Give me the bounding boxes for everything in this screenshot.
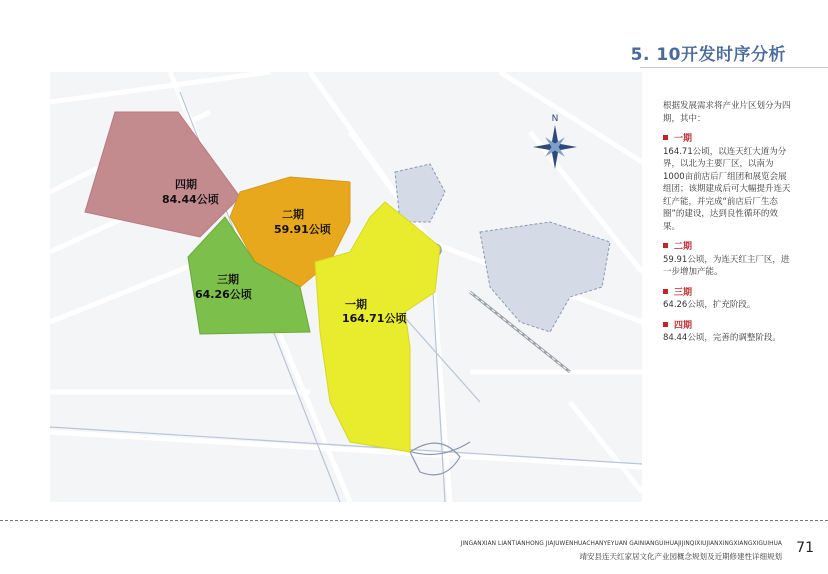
label-phase-2-name: 二期 (282, 208, 304, 221)
label-phase-1-area: 164.71公顷 (342, 312, 407, 325)
description-panel (663, 100, 793, 345)
phase-4-heading: 四期 (663, 320, 793, 333)
label-phase-3-name: 三期 (217, 273, 239, 286)
phase-3-text: 64.26公顷，扩充阶段。 (663, 300, 756, 310)
label-phase-3-area: 64.26公顷 (195, 288, 252, 301)
phase-1-heading: 一期 (663, 133, 793, 146)
footer-divider (0, 520, 828, 521)
phase-3-heading: 三期 (663, 287, 793, 300)
title-divider (640, 67, 828, 68)
label-phase-4-area: 84.44公顷 (162, 193, 219, 206)
bullet-square-icon (663, 243, 668, 248)
footer-english-title: JINGANXIAN LIANTIANHONG JIAJUWENHUACHANYEYUAN GAINIANGUIHUAJIJINQIXIUJIANXINGXIANGXIGUIHUA (460, 541, 782, 547)
label-phase-1-name: 一期 (345, 298, 367, 311)
phase-2-text: 59.91公顷，为连天红主厂区，进一步增加产能。 (663, 254, 790, 277)
compass-north-label: N (551, 114, 559, 124)
label-phase-2-area: 59.91公顷 (274, 223, 331, 236)
page-number: 71 (796, 540, 814, 556)
phase-4-text: 84.44公顷，完善的调整阶段。 (663, 333, 781, 343)
page-title: 5. 10开发时序分析 (630, 45, 786, 65)
phase-1-text: 164.71公顷，以连天红大道为分界，以北为主要厂区，以南为1000亩前店后厂组团和展览会展组团；该期建成后可大幅提升连天红产能，并完成“前店后厂生态圈”的建设，达到良性循环的效果。 (663, 146, 791, 232)
footer-chinese-title: 靖安县连天红家居文化产业园概念规划及近期修建性详细规划 (579, 552, 782, 561)
bullet-square-icon (663, 322, 668, 327)
phasing-map (50, 72, 642, 502)
intro-text: 根据发展需求将产业片区划分为四期，其中： (663, 101, 791, 124)
map-svg (50, 72, 642, 502)
label-phase-4-name: 四期 (175, 178, 197, 191)
phase-2-heading: 二期 (663, 241, 793, 254)
bullet-square-icon (663, 289, 668, 294)
bullet-square-icon (663, 135, 668, 140)
